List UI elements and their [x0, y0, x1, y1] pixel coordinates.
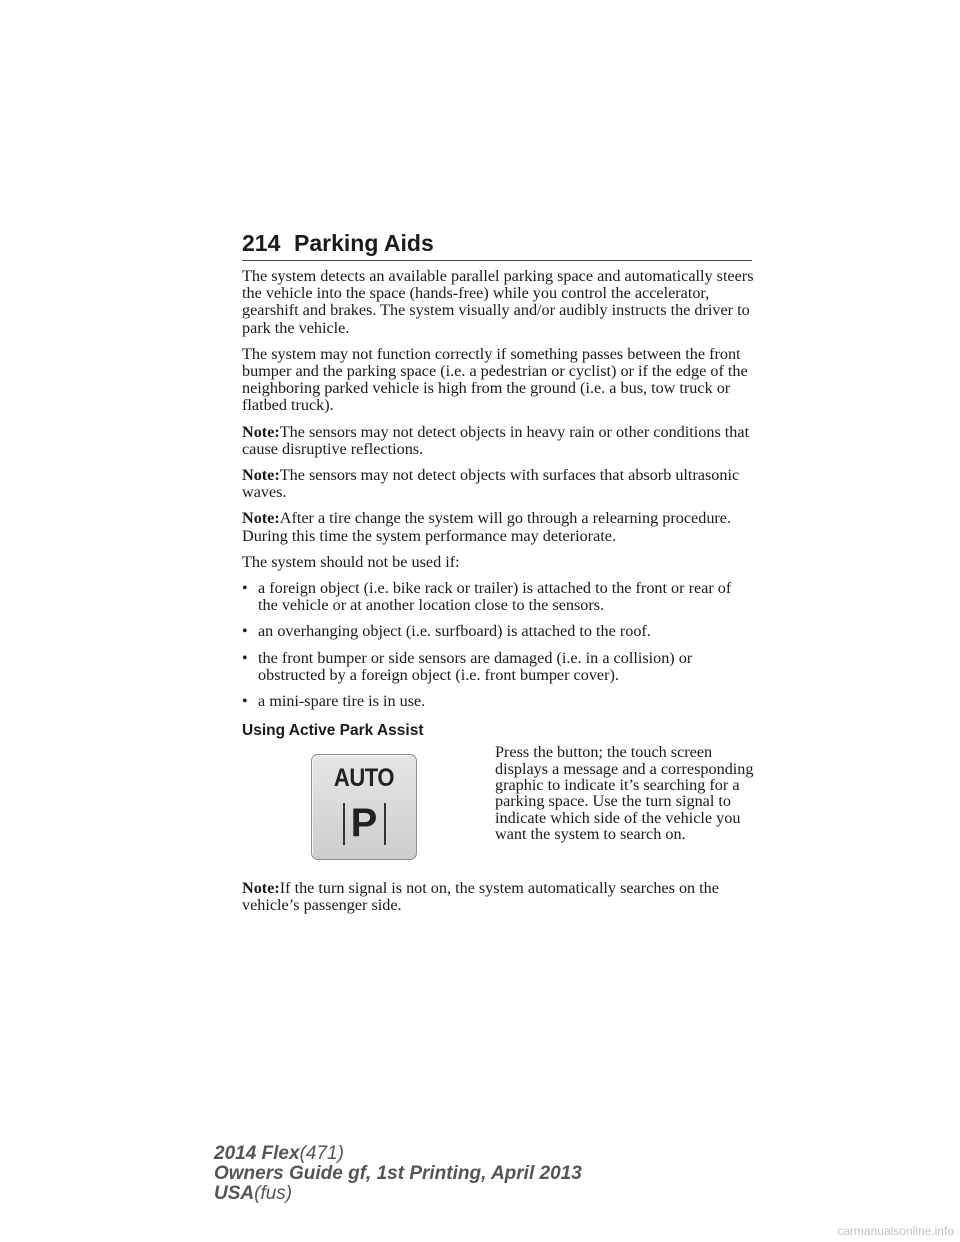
- auto-label: AUTO: [333, 764, 395, 793]
- page-footer: [214, 1144, 582, 1204]
- page-body: [242, 268, 754, 924]
- note-ultrasonic: [242, 467, 754, 501]
- bullet-icon: •: [242, 692, 248, 711]
- header-divider: [242, 260, 752, 261]
- auto-park-button-icon: [311, 754, 417, 860]
- intro-paragraph: The system detects an available parallel parking space and automatically steers the vehicle into the space (hands-free) while you control the accelerator, gearshift and brakes. The system visually and/or audibly instructs the driver to park the vehicle.: [242, 267, 754, 337]
- note-text: After a tire change the system will go through a relearning procedure. During this time the system performance may deteriorate.: [242, 509, 732, 545]
- park-letter: P: [350, 801, 378, 846]
- should-not-use-list: [242, 580, 754, 710]
- page-header: [242, 226, 752, 262]
- footer-market-code: (fus): [254, 1183, 293, 1204]
- bullet-icon: •: [242, 622, 248, 641]
- instruction-text: Press the button; the touch screen displays a message and a corresponding graphic to indicate it’s searching for a parking space. Use the turn signal to indicate which side of the vehicle you want the system to search on.: [495, 743, 754, 844]
- note-turn-signal: [242, 880, 754, 914]
- list-item: [242, 623, 754, 640]
- page-number: 214: [242, 230, 281, 256]
- note-text: The sensors may not detect objects in heavy rain or other conditions that cause disruptive reflections.: [242, 422, 750, 458]
- note-label: Note:: [242, 422, 280, 441]
- footer-model-code: (471): [299, 1143, 344, 1164]
- list-item-text: an overhanging object (i.e. surfboard) is attached to the roof.: [258, 622, 651, 641]
- footer-market-name: USA: [214, 1183, 255, 1204]
- footer-market: [214, 1184, 582, 1204]
- subsection-heading: Using Active Park Assist: [242, 722, 424, 740]
- list-item: [242, 650, 754, 684]
- should-not-use-intro: The system should not be used if:: [242, 552, 460, 571]
- active-park-assist-instruction: [242, 744, 754, 872]
- bullet-icon: •: [242, 648, 248, 667]
- note-label: Note:: [242, 509, 280, 528]
- note-relearning: [242, 510, 754, 544]
- list-item: [242, 693, 754, 710]
- note-label: Note:: [242, 879, 280, 898]
- footer-model: [214, 1144, 582, 1164]
- note-label: Note:: [242, 466, 280, 485]
- note-text: If the turn signal is not on, the system automatically searches on the vehicle’s passenger side.: [242, 879, 719, 915]
- list-item-text: a mini-spare tire is in use.: [258, 692, 426, 711]
- list-item-text: the front bumper or side sensors are damaged (i.e. in a collision) or obstructed by a foreign object (i.e. front bumper cover).: [258, 648, 693, 684]
- section-title: Parking Aids: [294, 230, 434, 256]
- note-rain: [242, 424, 754, 458]
- bullet-icon: •: [242, 579, 248, 598]
- note-text: The sensors may not detect objects with surfaces that absorb ultrasonic waves.: [242, 466, 740, 502]
- footer-model-name: 2014 Flex: [214, 1143, 300, 1164]
- list-item-text: a foreign object (i.e. bike rack or trailer) is attached to the front or rear of the vehicle or at another location close to the sensors.: [258, 579, 732, 615]
- p-right-bar: [384, 803, 386, 845]
- site-watermark: carmanualsonline.info: [837, 1224, 954, 1238]
- footer-printing: Owners Guide gf, 1st Printing, April 2013: [214, 1163, 582, 1184]
- limitation-paragraph: The system may not function correctly if something passes between the front bumper and the parking space (i.e. a pedestrian or cyclist) or if the edge of the neighboring parked vehicle is high from the ground (i.e. a bus, tow truck or flatbed truck).: [242, 344, 748, 415]
- list-item: [242, 580, 754, 614]
